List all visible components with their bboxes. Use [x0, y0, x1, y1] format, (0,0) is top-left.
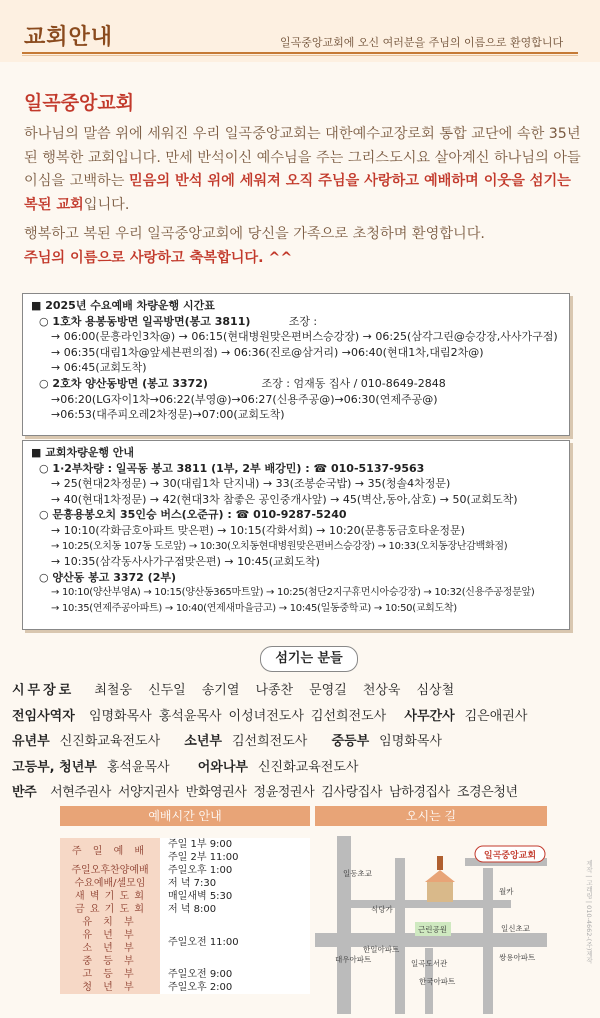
intro-highlight: 믿음의 반석 위에 세워져 오직 주님을 사랑하고 예배하며 이웃을 섬기는 복된 교회	[24, 173, 571, 213]
section-logo: 교회안내	[24, 25, 114, 50]
map-label: 대우아파트	[335, 955, 372, 964]
car1-line: → 06:00(문흥라인3차@) → 06:15(현대병원맞은편버스승강장) → 06:25(삼각그린@승강장,사사가구점)	[51, 330, 558, 344]
service-name: 유 치 부	[60, 916, 160, 929]
staff-label: 전임사역자	[12, 708, 75, 724]
map-label: 월카	[499, 887, 514, 896]
car2-line: →06:20(LG자이1차→06:22(부영@)→06:27(신용주공@)→06:30(연제주공@)	[51, 392, 438, 406]
table-row	[60, 877, 310, 890]
staff-row-accompanists	[12, 780, 592, 806]
table-row	[60, 838, 310, 851]
wednesday-vehicle-title: ■ 2025년 수요예배 차량운행 시간표	[31, 299, 215, 312]
staff-label: 사무간사	[404, 708, 455, 724]
service-time: 주일 1부 9:00	[160, 838, 310, 851]
staff-name: 김선희전도사	[231, 734, 308, 750]
service-name: 고 등 부	[60, 968, 160, 981]
car1-name: ○ 1호차 용봉동방면 일곡방면(봉고 3811)	[39, 314, 251, 328]
table-row	[60, 903, 310, 916]
car2-driver: 조장 : 엄재동 집사 / 010-8649-2848	[261, 376, 446, 390]
service-time: 주일오후 1:00	[160, 864, 310, 877]
route2-title: ○ 문흥용봉오치 35인승 버스(오준규) : ☎ 010-9287-5240	[39, 508, 347, 522]
intro-blessing: 주님의 이름으로 사랑하고 축복합니다. ^^	[24, 249, 293, 266]
car1-driver: 조장 :	[288, 314, 318, 328]
table-row	[60, 890, 310, 903]
worship-schedule	[60, 806, 310, 994]
directions-map	[315, 806, 547, 1018]
staff-name: 천상욱	[362, 683, 401, 698]
staff-list	[12, 678, 592, 806]
map-illustration	[315, 828, 547, 1018]
service-time: 주일 2부 11:00	[160, 851, 310, 864]
staff-name: 임명화목사	[379, 734, 442, 750]
staff-name: 이성녀전도사	[228, 708, 304, 724]
intro-paragraph	[24, 123, 584, 217]
staff-name: 홍석윤목사	[106, 759, 170, 775]
route2-line: → 10:10(각화금호아파트 맞은편) → 10:15(각화서희) → 10:20(문흥동금호타운정문)	[51, 523, 465, 537]
staff-row-youth	[12, 755, 592, 781]
staff-name: 김선희전도사	[310, 708, 387, 724]
service-time: 저 녁 7:30	[160, 877, 310, 890]
directions-title: 오시는 길	[315, 806, 547, 826]
staff-row-departments	[12, 729, 592, 755]
car2-title	[31, 376, 561, 392]
service-name: 청 년 부	[60, 981, 160, 994]
staff-name: 나종찬	[255, 683, 294, 698]
car2-name: ○ 2호차 양산동방면 (봉고 3372)	[39, 376, 208, 390]
service-time: 주일오후 2:00	[160, 981, 310, 994]
worship-table	[60, 838, 310, 994]
service-time: 매일새벽 5:30	[160, 890, 310, 903]
header-divider	[22, 52, 578, 54]
staff-label: 고등부, 청년부	[12, 759, 97, 775]
church-intro	[24, 88, 584, 270]
church-vehicle-box	[22, 440, 570, 630]
service-name: 유 년 부	[60, 929, 160, 942]
route1-line: → 40(현대1차정문) → 42(현대3차 참좋은 공인중개사앞) → 45(벽산,동아,삼호) → 50(교회도착)	[51, 492, 518, 506]
church-vehicle-title: ■ 교회차량운행 안내	[31, 446, 135, 459]
map-label: 근린공원	[418, 925, 447, 934]
staff-name: 서양지권사	[117, 785, 179, 801]
staff-name: 문영길	[309, 683, 347, 698]
staff-name: 신두일	[148, 683, 186, 698]
map-label: 쌍용아파트	[499, 953, 536, 962]
staff-name: 심상철	[416, 683, 455, 698]
service-name: 중 등 부	[60, 955, 160, 968]
service-time: 주일오전 11:00	[160, 916, 310, 968]
car1-title	[31, 314, 561, 330]
staff-name: 조경은청년	[456, 785, 518, 801]
service-name: 금 요 기 도 회	[60, 903, 160, 916]
staff-name: 정윤정권사	[253, 785, 315, 801]
staff-label: 유년부	[12, 734, 50, 750]
table-row	[60, 916, 310, 929]
staff-label: 시무장로	[12, 683, 75, 698]
route1-title: ○ 1·2부차량 : 일곡동 봉고 3811 (1부, 2부 배강민) : ☎ 010-5137-9563	[39, 461, 425, 475]
intro-welcome: 행복하고 복된 우리 일곡중앙교회에 당신을 가족으로 초청하며 환영합니다.	[24, 226, 485, 242]
staff-name: 김은애권사	[464, 708, 528, 724]
staff-name: 최철웅	[94, 683, 133, 698]
staff-label: 반주	[12, 785, 37, 801]
staff-name: 송기열	[201, 683, 240, 698]
staff-name: 신진화교육전도사	[257, 759, 359, 775]
staff-name: 임명화목사	[88, 708, 152, 724]
worship-schedule-title: 예배시간 안내	[60, 806, 310, 826]
intro-text-a: 하나님의 말씀 위에 세워진 우리 일곡중앙교회는 대한예수교장로회 통합 교단에 속한 35년 된 행복한 교회입니다. 만세 반석이신 예수님을 주는 그리스도시요 살아계신 하나님의 아들이심을 고백하는	[24, 126, 581, 189]
road-vertical	[337, 836, 351, 1014]
staff-section-title: 섬기는 분들	[260, 646, 358, 672]
church-name: 일곡중앙교회	[24, 92, 135, 114]
route3-line: → 10:35(연제주공아파트) → 10:40(연제새마을금고) → 10:45(일동중학교) → 10:50(교회도착)	[51, 602, 457, 614]
staff-row-ministers	[12, 704, 592, 730]
wednesday-vehicle-box	[22, 293, 570, 436]
staff-row-elders	[12, 678, 592, 704]
staff-name: 남하경집사	[389, 785, 450, 801]
service-time: 주일오전 9:00	[160, 968, 310, 981]
map-label: 한일아파트	[363, 945, 400, 954]
service-time: 저 녁 8:00	[160, 903, 310, 916]
car1-line: → 06:45(교회도착)	[51, 361, 147, 375]
map-label: 일곡도서관	[411, 959, 448, 968]
map-church-label: 일곡중앙교회	[483, 851, 537, 861]
table-row	[60, 981, 310, 994]
staff-label: 소년부	[184, 734, 222, 750]
staff-name: 신진화교육전도사	[59, 734, 161, 750]
table-row	[60, 864, 310, 877]
service-name: 소 년 부	[60, 942, 160, 955]
staff-label: 어와나부	[197, 759, 248, 775]
route3-line: → 10:10(양산부영A) → 10:15(양산동365마트앞) → 10:25(첨단2지구휴먼시아승강장) → 10:32(신용주공정문앞)	[51, 587, 535, 599]
service-name: 수요예배/셀모임	[60, 877, 160, 890]
side-credit: 제작 | 고래링 | 010-4662-(주)제작	[585, 860, 593, 964]
staff-name: 서현주권사	[50, 785, 111, 801]
service-name: 주 일 예 배	[60, 838, 160, 864]
car2-line: →06:53(대주피오레2차정문)→07:00(교회도착)	[51, 408, 285, 422]
route1-line: → 25(현대2차정문) → 30(대림1차 단지내) → 33(조봉순국밥) → 35(청솔4차정문)	[51, 477, 451, 491]
header-divider-thin	[22, 55, 578, 56]
map-label: 식당가	[371, 905, 393, 914]
service-name: 새 벽 기 도 회	[60, 890, 160, 903]
staff-name: 김사랑집사	[321, 785, 383, 801]
map-label: 일동초교	[343, 869, 372, 878]
route3-title: ○ 양산동 봉고 3372 (2부)	[39, 570, 176, 584]
service-name: 주일오후찬양예배	[60, 864, 160, 877]
table-row	[60, 968, 310, 981]
staff-name: 홍석윤목사	[158, 708, 222, 724]
car1-line: → 06:35(대림1차@앞세븐편의점) → 06:36(진로@삼거리) →06:40(현대1차,대림2차@)	[51, 345, 484, 359]
intro-text-b: 입니다.	[83, 196, 130, 213]
header-tagline: 일곡중앙교회에 오신 여러분을 주님의 이름으로 환영합니다	[280, 36, 564, 49]
map-label: 일신초교	[501, 924, 530, 933]
route2-line: → 10:35(삼각동사사가구점맞은편) → 10:45(교회도착)	[51, 555, 320, 569]
route2-line: → 10:25(오치동 107동 도로앞) → 10:30(오치동현대병원맞은편버스승강장) → 10:33(오치동장난감백화점)	[51, 540, 508, 552]
page-header	[0, 0, 600, 62]
staff-label: 중등부	[331, 734, 370, 750]
staff-name: 반화영권사	[185, 785, 247, 801]
map-label: 한국아파트	[419, 977, 456, 986]
